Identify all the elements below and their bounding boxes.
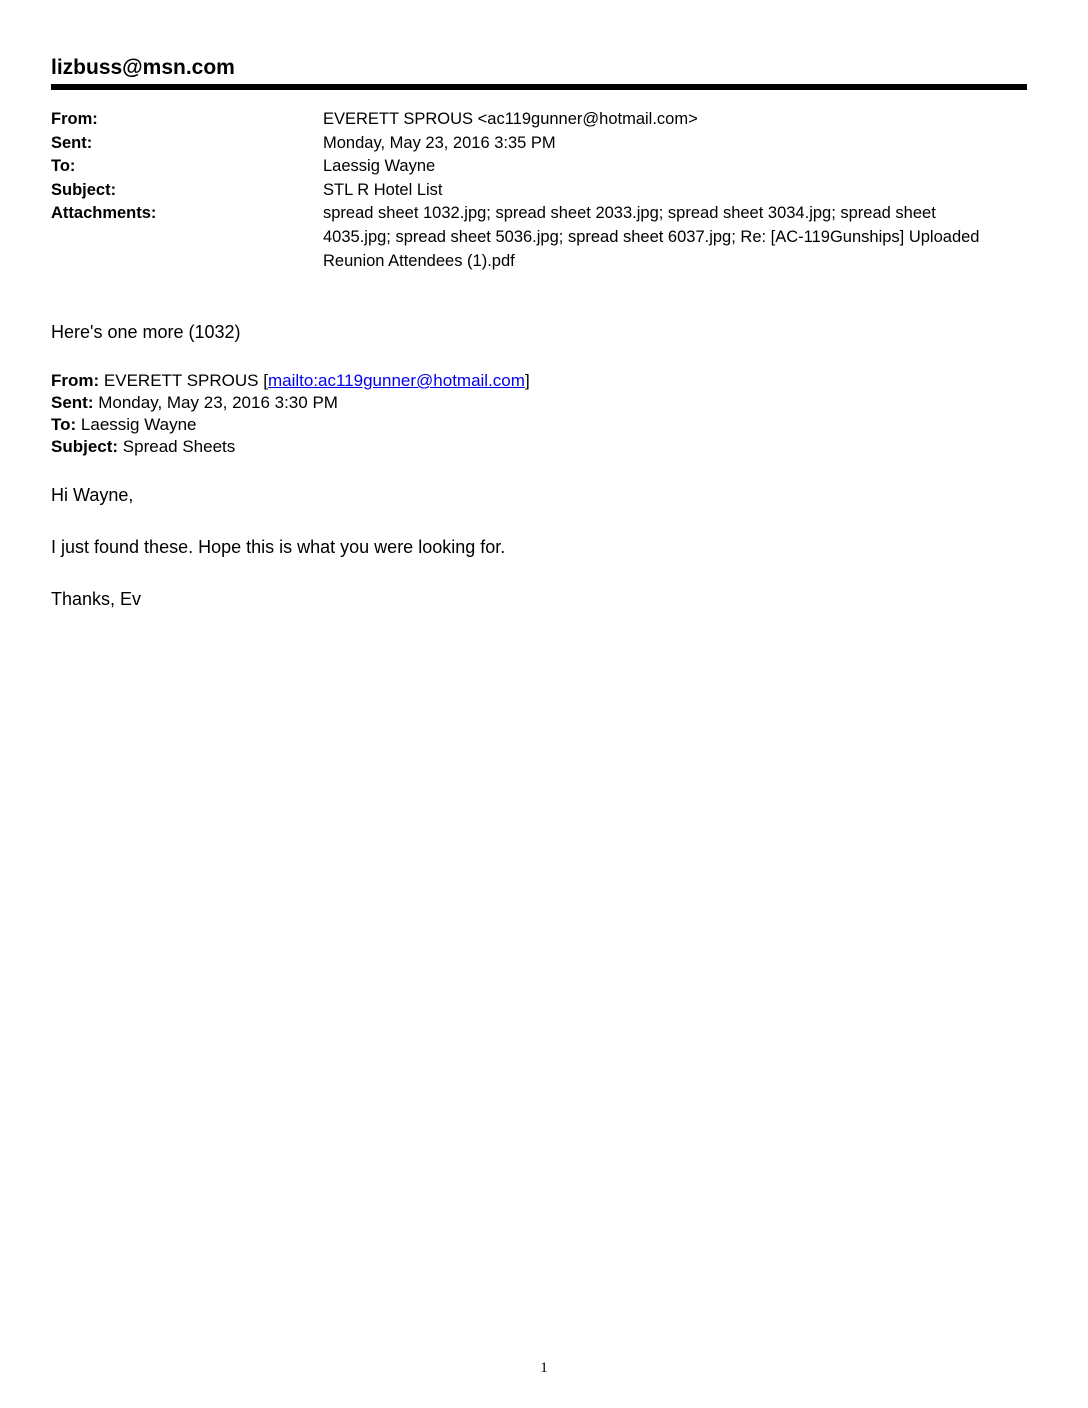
fwd-subject-value: Spread Sheets: [122, 437, 236, 456]
fwd-sent-line: [51, 392, 338, 414]
attachments-line-1: spread sheet 1032.jpg; spread sheet 2033.jpg; spread sheet 3034.jpg; spread sheet: [323, 204, 936, 222]
fwd-to-label: To:: [51, 415, 77, 434]
account-email: lizbuss@msn.com: [51, 56, 235, 79]
message-text: I just found these. Hope this is what you were looking for.: [51, 537, 506, 557]
signoff-text: Thanks, Ev: [51, 589, 142, 609]
sent-value: Monday, May 23, 2016 3:35 PM: [323, 134, 556, 152]
fwd-to-value: Laessig Wayne: [80, 415, 197, 434]
fwd-to-line: [51, 414, 197, 436]
fwd-from-close: ]: [524, 371, 530, 390]
fwd-mailto-link[interactable]: mailto:ac119gunner@hotmail.com: [267, 371, 525, 390]
header-divider: [51, 84, 1027, 90]
fwd-subject-line: [51, 436, 235, 458]
fwd-from-label: From:: [51, 371, 100, 390]
greeting-text: Hi Wayne,: [51, 485, 134, 505]
fwd-from-name: EVERETT SPROUS [: [103, 371, 268, 390]
page-number: 1: [540, 1360, 548, 1376]
intro-text: Here's one more (1032): [51, 322, 241, 342]
to-label: To:: [51, 157, 76, 175]
fwd-from-line: [51, 370, 530, 392]
attachments-line-2: 4035.jpg; spread sheet 5036.jpg; spread sheet 6037.jpg; Re: [AC-119Gunships] Uploaded: [323, 228, 980, 246]
from-label: From:: [51, 110, 98, 128]
attachments-label: Attachments:: [51, 204, 157, 222]
subject-value: STL R Hotel List: [323, 181, 443, 199]
attachments-line-3: Reunion Attendees (1).pdf: [323, 252, 515, 270]
from-value: EVERETT SPROUS <ac119gunner@hotmail.com>: [323, 110, 698, 128]
to-value: Laessig Wayne: [323, 157, 436, 175]
fwd-subject-label: Subject:: [51, 437, 119, 456]
fwd-sent-label: Sent:: [51, 393, 94, 412]
subject-label: Subject:: [51, 181, 117, 199]
sent-label: Sent:: [51, 134, 93, 152]
fwd-sent-value: Monday, May 23, 2016 3:30 PM: [98, 393, 338, 412]
